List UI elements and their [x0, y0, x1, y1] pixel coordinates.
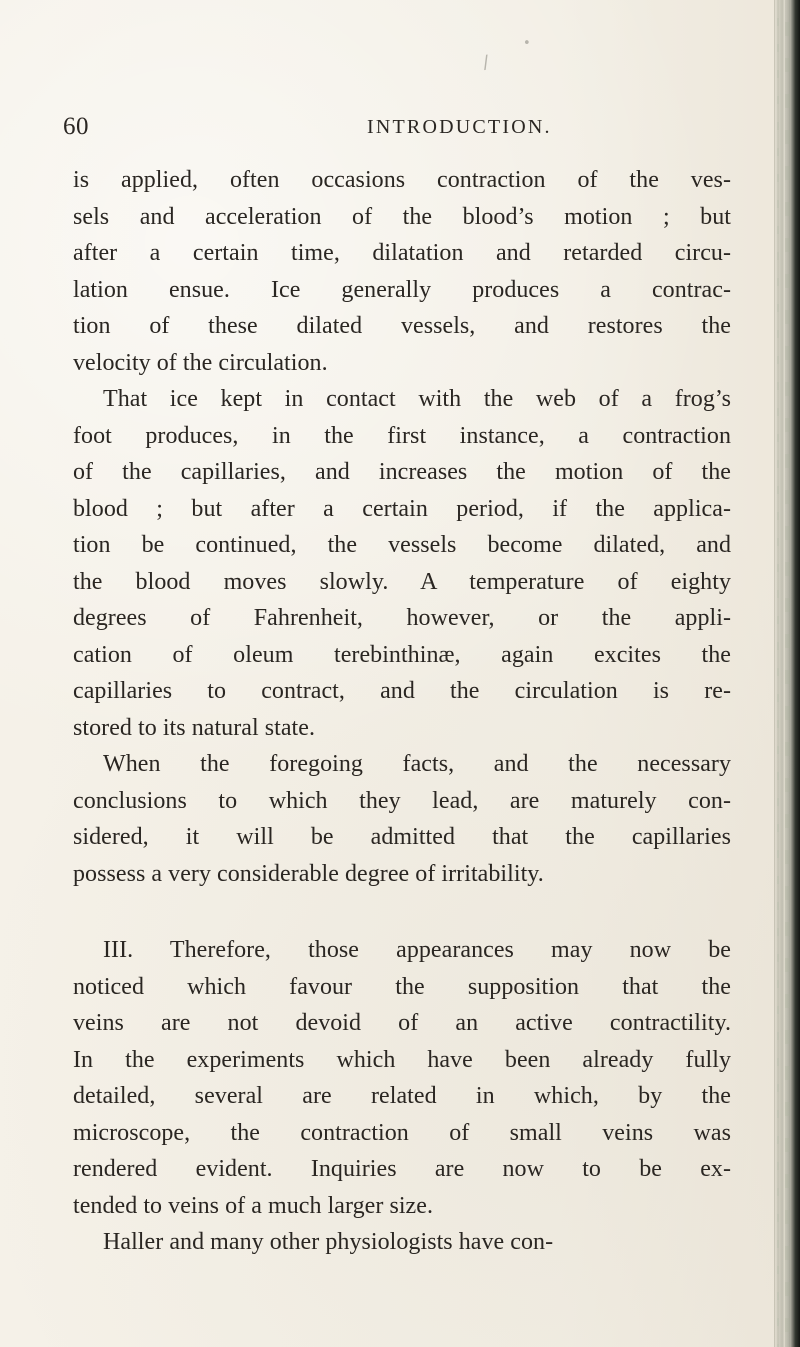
text-line: after a certain time, dilatation and retarded circu- [73, 240, 731, 266]
text-line: III. Therefore, those appearances may now be [103, 937, 731, 963]
body-text [73, 162, 731, 1261]
page-header [63, 111, 727, 151]
text-line: capillaries to contract, and the circulation is re- [73, 678, 731, 704]
text-line: stored to its natural state. [73, 714, 316, 741]
text-line: That ice kept in contact with the web of a frog’s [103, 386, 731, 412]
text-line: In the experiments which have been already fully [73, 1046, 731, 1073]
page-number: 60 [63, 113, 89, 140]
text-line: of the capillaries, and increases the motion of the [73, 459, 731, 485]
text-line: conclusions to which they lead, are maturely con- [73, 787, 731, 814]
text-line: lation ensue. Ice generally produces a contrac- [73, 276, 731, 303]
text-line: noticed which favour the supposition that the [73, 973, 731, 1000]
text-line: degrees of Fahrenheit, however, or the appli- [73, 605, 731, 631]
text-line: the blood moves slowly. A temperature of eighty [73, 568, 731, 595]
small-printing-mark: • [523, 36, 531, 51]
diagonal-stroke-mark: / [481, 51, 491, 74]
text-line: microscope, the contraction of small veins was [73, 1119, 731, 1146]
text-line: blood ; but after a certain period, if the applica- [73, 495, 731, 522]
text-line: is applied, often occasions contraction of the ves- [73, 167, 731, 193]
text-line: cation of oleum terebinthinæ, again excites the [73, 641, 731, 668]
text-line: tended to veins of a much larger size. [73, 1192, 434, 1219]
text-line: veins are not devoid of an active contractility. [73, 1010, 731, 1036]
text-line: When the foregoing facts, and the necessary [103, 751, 731, 777]
text-line: sidered, it will be admitted that the capillaries [73, 824, 731, 850]
running-head: INTRODUCTION. [367, 116, 552, 138]
text-line: tion of these dilated vessels, and restores the [73, 313, 731, 339]
text-line: rendered evident. Inquiries are now to be ex- [73, 1156, 731, 1182]
text-line: Haller and many other physiologists have con- [103, 1229, 554, 1255]
paragraph-spacing [73, 892, 731, 932]
text-line: tion be continued, the vessels become dilated, and [73, 532, 731, 558]
text-line: sels and acceleration of the blood’s motion ; but [73, 203, 731, 230]
text-line: velocity of the circulation. [73, 349, 328, 376]
text-line: foot produces, in the first instance, a contraction [73, 422, 731, 449]
book-binding-edge [774, 0, 800, 1347]
text-line: detailed, several are related in which, by the [73, 1083, 731, 1109]
text-line: possess a very considerable degree of irritability. [73, 860, 544, 887]
